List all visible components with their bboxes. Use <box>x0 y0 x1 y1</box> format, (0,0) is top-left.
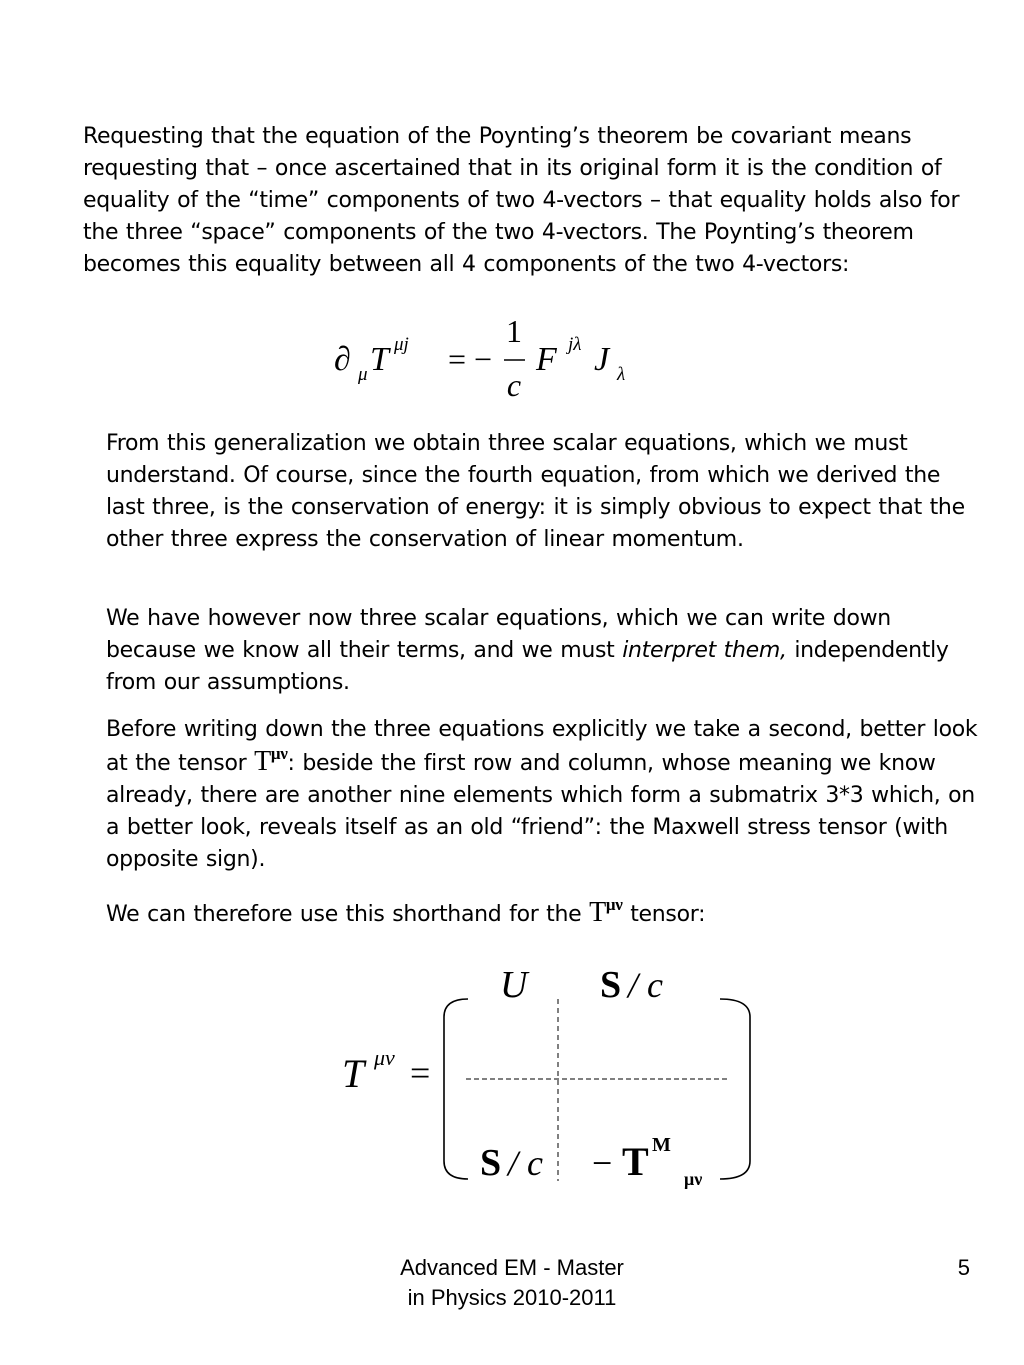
eq2-U: U <box>500 964 528 1006</box>
p3-start: We have however now three scalar equations, which we can write down because we know all their terms, and we must <box>106 606 891 663</box>
eq2-top-over-c: / c <box>628 965 663 1005</box>
poynting-covariant-equation <box>330 310 650 410</box>
eq2-bottom-over-c: / c <box>508 1143 543 1183</box>
eq1-T-sup: μj <box>394 334 409 355</box>
eq2-top-S: S <box>600 964 622 1006</box>
tensor-symbol-base: T <box>254 746 271 777</box>
p3-emphasis: interpret them, <box>622 638 787 663</box>
p4-start: Before writing down the three equations explicitly we take a second, better look at the tensor <box>106 717 978 776</box>
eq2-maxwell-sub: μν <box>684 1169 703 1189</box>
eq1-numerator: 1 <box>506 313 522 349</box>
eq1-F-sup: jλ <box>568 334 582 355</box>
tensor-symbol-sup-2: μν <box>605 895 623 914</box>
p4-end: : beside the first row and column, whose meaning we know already, there are another nine elements which form a submatrix 3*3 which, on a better look, reveals itself as an old “friend”: the Maxwell stress tensor (with opposite sign). <box>106 751 975 872</box>
eq1-denominator: c <box>506 367 522 403</box>
eq1-equals: = − <box>448 341 493 377</box>
tensor-symbol-base-2: T <box>589 897 606 928</box>
footer-line-1: Advanced EM - Master <box>400 1255 624 1280</box>
eq2-maxwell-T: T <box>622 1139 649 1184</box>
intro-paragraph: Requesting that the equation of the Poynting’s theorem be covariant means requesting that – once ascertained that in its original form it is the condition of equality of the “time” components of two 4-vectors – that equality holds also for the three “space” components of the two 4-vectors. The Poynting’s theorem becomes this equality between all 4 components of the two 4-vectors: <box>83 124 960 277</box>
eq2-minus: − <box>592 1143 613 1183</box>
p5-end: tensor: <box>622 902 706 927</box>
footer-line-2: in Physics 2010-2011 <box>407 1285 617 1310</box>
eq1-partial-sub: μ <box>358 364 368 385</box>
tensor-symbol-inline <box>254 746 287 777</box>
tensor-symbol-inline-2 <box>589 897 622 928</box>
slide-footer <box>352 1253 672 1313</box>
eq2-maxwell-sup: M <box>652 1134 671 1156</box>
eq1-T: T <box>370 341 389 378</box>
eq2-equals: = <box>410 1053 431 1093</box>
eq1-F: F <box>536 341 557 378</box>
eq1-partial: ∂ <box>334 341 351 378</box>
stress-energy-tensor-matrix <box>330 955 760 1195</box>
tensor-look-paragraph <box>106 714 984 876</box>
eq2-left-bracket <box>444 999 468 1179</box>
eq1-J: J <box>594 341 610 378</box>
page-number: 5 <box>957 1255 970 1280</box>
shorthand-paragraph <box>106 897 984 931</box>
eq1-J-sub: λ <box>617 364 626 385</box>
p3-end: independently from our assumptions. <box>106 638 949 695</box>
eq2-T-sup: μν <box>374 1045 395 1070</box>
tensor-symbol-sup: μν <box>270 744 288 763</box>
generalization-paragraph: From this generalization we obtain three scalar equations, which we must understand. Of course, since the fourth equation, from which we derived the last three, is the conservation of energy: it is simply obvious to expect that the other three express the conservation of linear momentum. <box>106 431 965 552</box>
eq2-right-bracket <box>720 999 750 1179</box>
p5-start: We can therefore use this shorthand for the <box>106 902 590 927</box>
eq2-T: T <box>342 1051 365 1096</box>
eq2-bottom-S: S <box>480 1142 502 1184</box>
interpretation-paragraph <box>106 603 984 699</box>
